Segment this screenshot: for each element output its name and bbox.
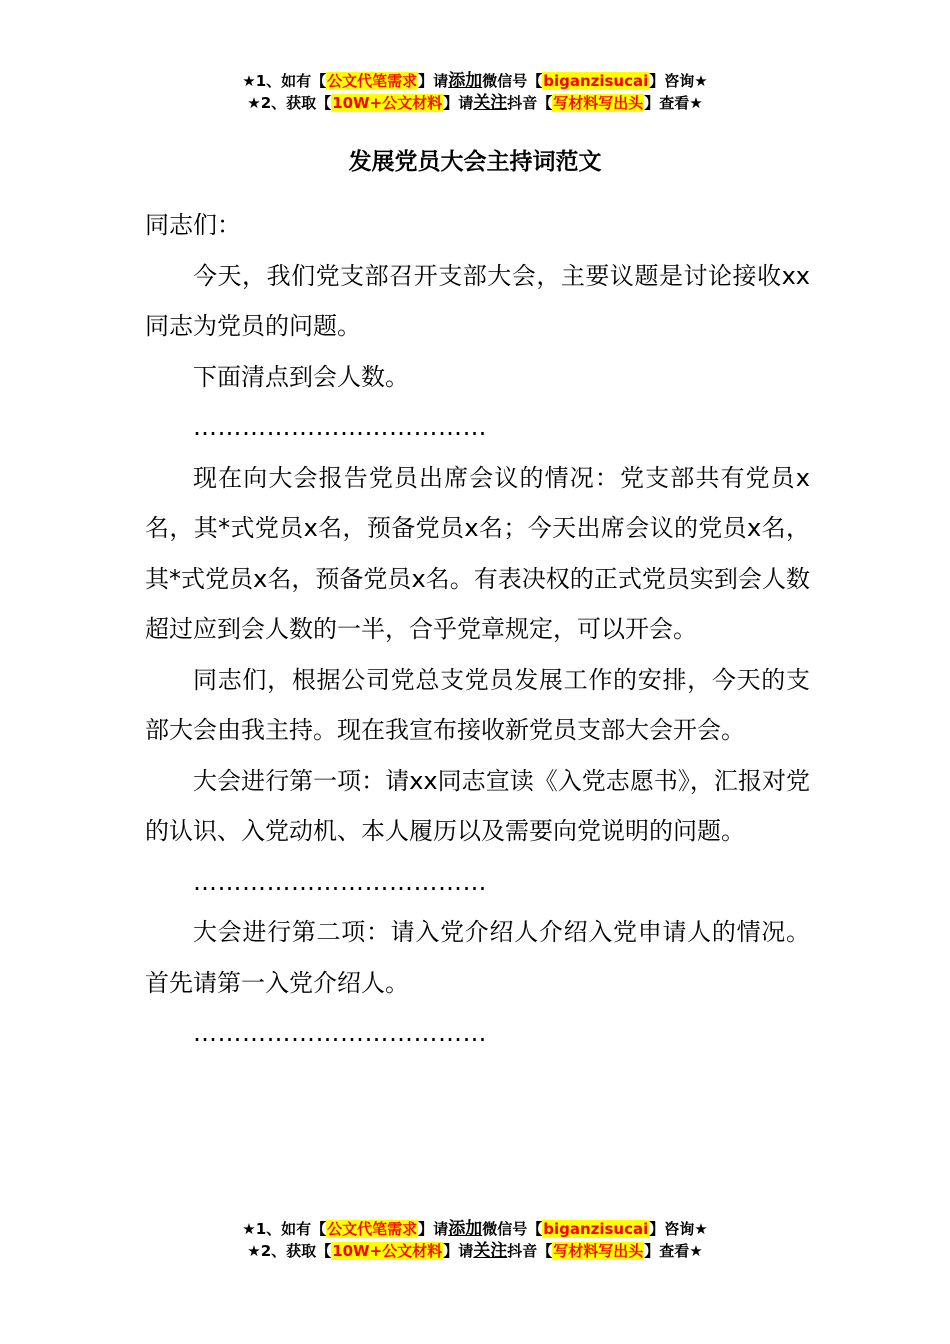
banner-text: 】请 bbox=[418, 72, 449, 90]
banner-line-2 bbox=[0, 92, 950, 114]
highlight-ghostwriting: 公文代笔需求 bbox=[327, 72, 418, 90]
header-banner bbox=[0, 70, 950, 114]
banner-text: ★2、获取【 bbox=[247, 1242, 332, 1260]
banner-line-2 bbox=[0, 1240, 950, 1262]
highlight-douyin-account: 写材料写出头 bbox=[553, 94, 644, 112]
document-title: 发展党员大会主持词范文 bbox=[348, 149, 602, 175]
paragraph: 今天，我们党支部召开支部大会，主要议题是讨论接收xx同志为党员的问题。 bbox=[145, 261, 810, 340]
highlight-materials: 10W+公文材料 bbox=[332, 94, 443, 112]
banner-emphasis-follow: 关注 bbox=[473, 93, 508, 113]
banner-text: 】咨询★ bbox=[649, 72, 708, 90]
banner-text: 】咨询★ bbox=[649, 1220, 708, 1238]
banner-text: 】查看★ bbox=[644, 1242, 703, 1260]
paragraph: 同志们，根据公司党总支党员发展工作的安排，今天的支部大会由我主持。现在我宣布接收新党员支部大会开会。 bbox=[145, 665, 810, 744]
banner-text: 抖音【 bbox=[507, 94, 553, 112]
banner-line-1 bbox=[0, 1218, 950, 1240]
banner-emphasis-add: 添加 bbox=[448, 1219, 483, 1239]
banner-line-1 bbox=[0, 70, 950, 92]
highlight-wechat-id: biganzisucai bbox=[543, 1220, 649, 1238]
highlight-wechat-id: biganzisucai bbox=[543, 72, 649, 90]
highlight-douyin-account: 写材料写出头 bbox=[553, 1242, 644, 1260]
banner-text: 】请 bbox=[418, 1220, 449, 1238]
paragraph: 下面清点到会人数。 bbox=[193, 362, 409, 391]
banner-text: 抖音【 bbox=[507, 1242, 553, 1260]
document-body bbox=[145, 200, 810, 1059]
banner-text: 】查看★ bbox=[644, 94, 703, 112]
banner-text: 微信号【 bbox=[482, 1220, 543, 1238]
banner-text: ★1、如有【 bbox=[242, 72, 327, 90]
banner-emphasis-follow: 关注 bbox=[473, 1241, 508, 1261]
banner-emphasis-add: 添加 bbox=[448, 71, 483, 91]
banner-text: ★1、如有【 bbox=[242, 1220, 327, 1238]
salutation: 同志们： bbox=[145, 211, 241, 239]
paragraph: 现在向大会报告党员出席会议的情况：党支部共有党员x名，其*式党员x名，预备党员x名；今天出席会议的党员x名，其*式党员x名，预备党员x名。有表决权的正式党员实到会人数超过应到会人数的一半，合乎党章规定，可以开会。 bbox=[145, 463, 810, 643]
ellipsis-line: ……………………………… bbox=[193, 867, 487, 896]
banner-text: 微信号【 bbox=[482, 72, 543, 90]
footer-banner bbox=[0, 1218, 950, 1262]
ellipsis-line: ……………………………… bbox=[193, 413, 487, 441]
banner-text: ★2、获取【 bbox=[247, 94, 332, 112]
highlight-ghostwriting: 公文代笔需求 bbox=[327, 1220, 418, 1238]
ellipsis-line: ……………………………… bbox=[193, 1019, 487, 1047]
paragraph: 大会进行第二项：请入党介绍人介绍入党申请人的情况。首先请第一入党介绍人。 bbox=[145, 918, 810, 997]
banner-text: 】请 bbox=[443, 94, 474, 112]
highlight-materials: 10W+公文材料 bbox=[332, 1242, 443, 1260]
paragraph: 大会进行第一项：请xx同志宣读《入党志愿书》，汇报对党的认识、入党动机、本人履历以及需要向党说明的问题。 bbox=[145, 766, 810, 845]
banner-text: 】请 bbox=[443, 1242, 474, 1260]
